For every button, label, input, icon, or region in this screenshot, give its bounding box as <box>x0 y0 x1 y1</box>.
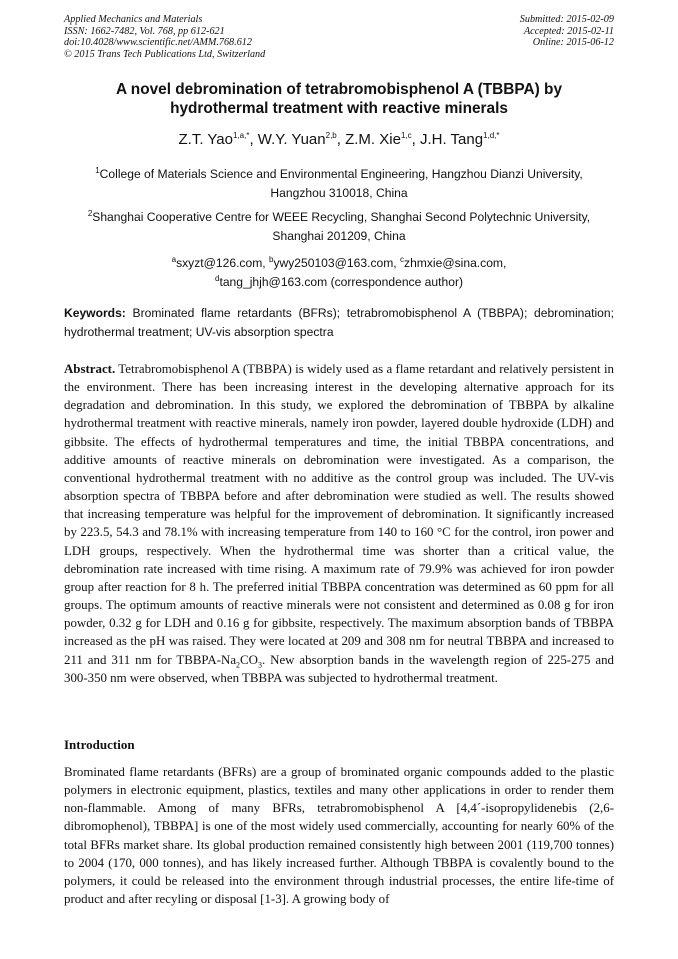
submitted-date: Submitted: 2015-02-09 <box>519 14 614 25</box>
paper-title <box>64 80 614 118</box>
author-name: W.Y. Yuan <box>257 131 326 148</box>
author-name: J.H. Tang <box>419 131 484 148</box>
author-affiliation-mark: 1,d,* <box>483 131 500 140</box>
keywords-text: Brominated flame retardants (BFRs); tetrabromobisphenol A (TBBPA); debromination; hydrothermal treatment; UV-vis absorption spectra <box>64 306 614 339</box>
copyright-notice: © 2015 Trans Tech Publications Ltd, Switzerland <box>64 48 266 60</box>
affiliation-2 <box>64 208 614 245</box>
abstract-text: Tetrabromobisphenol A (TBBPA) is widely used as a flame retardant and relatively persistent in the environment. There has been increasing interest in the developing alternative approach for its degradation and debromination. In this study, we explored the debromination of TBBPA by alkaline hydrothermal treatment with reactive minerals, namely iron powder, layered double hydroxide (LDH) and gibbsite. The effects of hydrothermal temperatures and time, the initial TBBPA concentrations, and additive amounts of reactive minerals on debromination were investigated. As a comparison, the conventional hydrothermal treatment with no additive as the control group was included. The UV-vis absorption spectra of TBBPA before and after debromination were studied as well. The results showed that increasing temperature was helpful for the improvement of debromination. It significantly increased by 223.5, 54.3 and 78.1% with increasing temperature from 140 to 160 °C for the control, iron power and LDH groups, respectively. When the hydrothermal time was shorter than a critical value, the debromination rate increased with time rising. A maximum rate of 79.9% was achieved for iron powder group after reaction for 8 h. The preferred initial TBBPA concentration was determined as 60 ppm for all groups. The optimum amounts of reactive minerals were not consistent and determined as 0.08 g for iron powder, 0.32 g for LDH and 0.16 g for gibbsite, respectively. The maximum absorption bands of TBBPA increased as the pH was raised. They were located at 209 and 308 nm for neutral TBBPA and increased to 211 and 311 nm for TBBPA-Na <box>64 362 614 667</box>
author-name: Z.T. Yao <box>178 131 233 148</box>
title-line-1: A novel debromination of tetrabromobisphenol A (TBBPA) by <box>115 81 563 98</box>
keywords-label: Keywords: <box>64 306 126 320</box>
author-affiliation-mark: 2,b <box>325 131 337 140</box>
title-line-2: hydrothermal treatment with reactive minerals <box>170 100 508 117</box>
affiliation-mark: 1 <box>95 165 100 175</box>
affiliation-line: Hangzhou 310018, China <box>270 185 408 200</box>
email-c[interactable]: zhmxie@sina.com, <box>404 256 507 270</box>
online-date: Online: 2015-06-12 <box>532 37 614 49</box>
abstract-label: Abstract. <box>64 362 116 376</box>
affiliation-line: Shanghai Cooperative Centre for WEEE Recycling, Shanghai Second Polytechnic University, <box>92 210 591 224</box>
email-mark: c <box>400 254 405 264</box>
abstract-subscript: 3 <box>257 660 262 670</box>
journal-name: Applied Mechanics and Materials <box>64 14 203 25</box>
author-list: Z.T. Yao$^{1,a,*}$, W.Y. Yuan$^{2,b}$, Z.M. Xie$^{1,c}$, J.H. Tang$^{1,d,*}$ <box>178 131 500 148</box>
author-name: Z.M. Xie <box>345 131 401 148</box>
affiliation-line: Shanghai 201209, China <box>272 228 406 243</box>
email-mark: d <box>215 273 220 283</box>
abstract-subscript: 2 <box>236 660 241 670</box>
abstract-section <box>64 360 614 687</box>
affiliation-line: College of Materials Science and Environmental Engineering, Hangzhou Dianzi University, <box>99 167 583 181</box>
header-right <box>520 14 614 49</box>
abstract-text: . New absorption bands in the wavelength region of 225-275 and 300-350 nm were observed, when TBBPA was subjected to hydrothermal treatment. <box>64 652 614 685</box>
author-emails <box>64 254 614 291</box>
author-affiliation-mark: 1,a,* <box>232 131 250 140</box>
keywords-section <box>64 304 614 341</box>
email-mark: b <box>269 254 274 264</box>
affiliation-mark: 2 <box>87 208 93 218</box>
email-d[interactable]: tang_jhjh@163.com (correspondence author) <box>219 274 463 289</box>
page-header <box>64 14 614 64</box>
email-b[interactable]: ywy250103@163.com, <box>273 256 401 270</box>
introduction-text: Brominated flame retardants (BFRs) are a group of brominated organic compounds added to the plastic polymers in electronic equipment, plastics, textiles and many other applications in order to render them non-flammable. Among of many BFRs, tetrabromobisphenol A [4,4´-isopropylidenebis (2,6-dibromophenol), TBBPA] is one of the most widely used commercially, accounting for nearly 60% of the total BFRs market share. Its global production remained consistently high between 2001 (119,700 tonnes) to 2004 (170, 000 tonnes), and has likely increased further. Although TBBPA is covalently bound to the polymers, it could be released into the environment through industrial processes, the entire life-time of product and after recyling or disposal [1-3]. A growing body of <box>64 765 614 907</box>
author-affiliation-mark: 1,c <box>400 131 412 140</box>
affiliation-1 <box>64 165 614 202</box>
doi-link[interactable]: doi:10.4028/www.scientific.net/AMM.768.612 <box>64 37 252 49</box>
header-left <box>64 14 265 60</box>
issn-info: ISSN: 1662-7482, Vol. 768, pp 612-621 <box>64 25 225 37</box>
accepted-date: Accepted: 2015-02-11 <box>523 25 614 37</box>
abstract-text: CO <box>240 652 258 667</box>
introduction-heading: Introduction <box>64 737 135 752</box>
email-a[interactable]: sxyzt@126.com, <box>176 256 269 270</box>
email-mark: a <box>171 254 177 264</box>
